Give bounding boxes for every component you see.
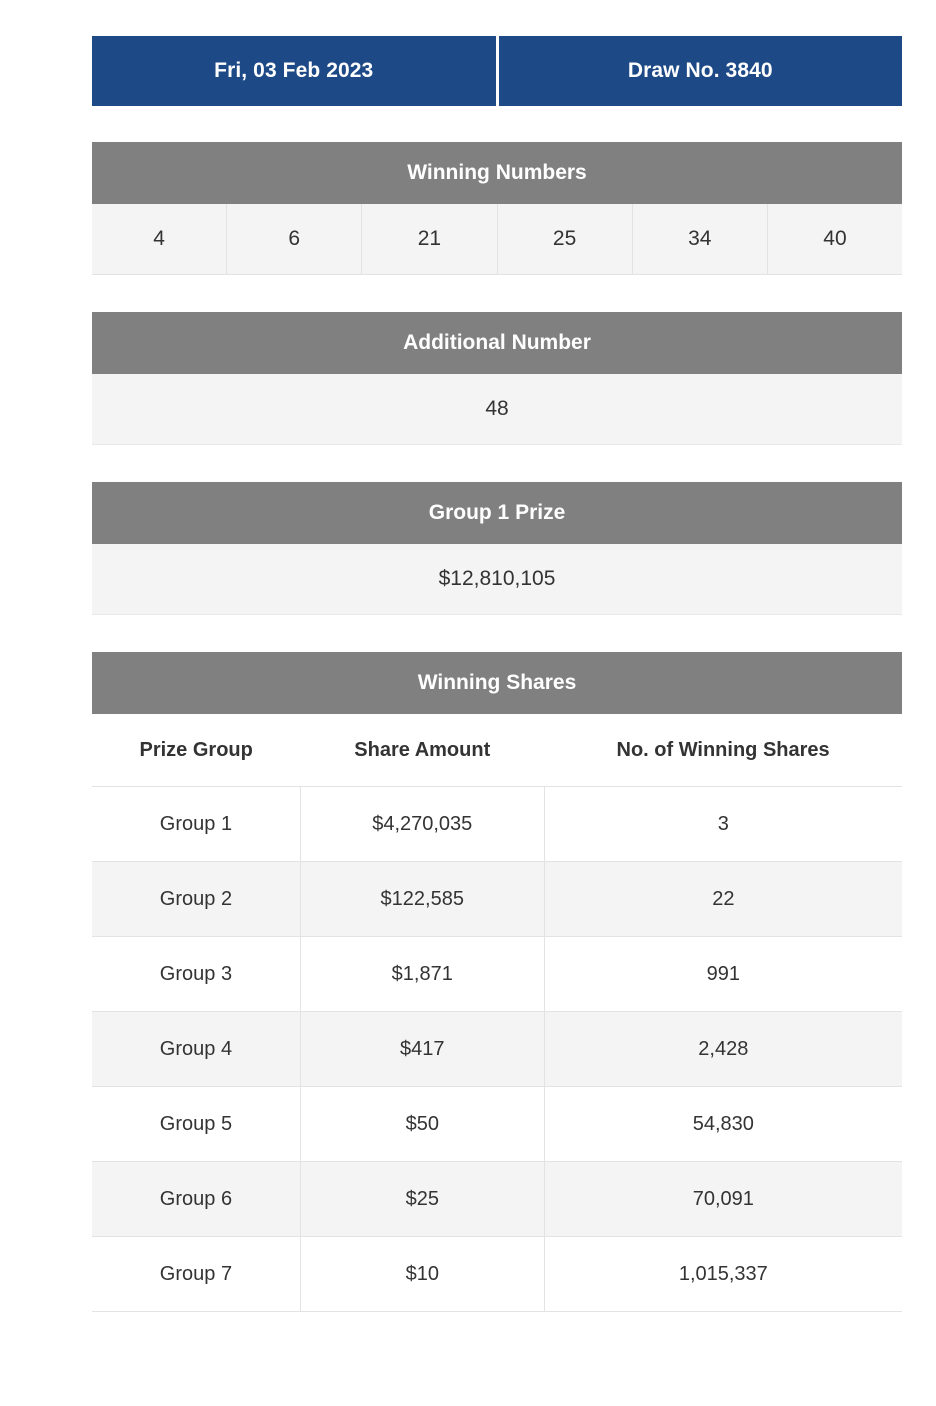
cell-prize-group: Group 3 <box>92 937 300 1012</box>
column-header-no-of-winning-shares: No. of Winning Shares <box>544 714 902 787</box>
column-header-prize-group: Prize Group <box>92 714 300 787</box>
table-row <box>92 862 902 937</box>
winning-number: 34 <box>633 204 768 274</box>
cell-prize-group: Group 5 <box>92 1087 300 1162</box>
winning-number: 25 <box>498 204 633 274</box>
draw-date: Fri, 03 Feb 2023 <box>92 36 499 106</box>
winning-shares-table <box>92 714 902 1312</box>
winning-number: 21 <box>362 204 497 274</box>
results-container <box>92 36 902 1312</box>
winning-number: 40 <box>823 227 847 250</box>
cell-no-of-shares: 1,015,337 <box>544 1237 902 1312</box>
table-row <box>92 937 902 1012</box>
draw-number: Draw No. 3840 <box>627 59 773 82</box>
spacer <box>92 615 902 652</box>
winning-number: 4 <box>92 204 227 274</box>
column-header-share-amount: Share Amount <box>300 714 544 787</box>
winning-numbers-title: Winning Numbers <box>92 142 902 204</box>
table-row <box>92 1162 902 1237</box>
cell-share-amount: $1,871 <box>300 937 544 1012</box>
table-row <box>92 787 902 862</box>
additional-number-title: Additional Number <box>92 312 902 374</box>
group-1-prize-value: $12,810,105 <box>92 544 902 615</box>
table-row <box>92 1237 902 1312</box>
cell-prize-group: Group 6 <box>92 1162 300 1237</box>
cell-share-amount: $25 <box>300 1162 544 1237</box>
cell-share-amount: $4,270,035 <box>300 787 544 862</box>
cell-no-of-shares: 991 <box>544 937 902 1012</box>
cell-prize-group: Group 1 <box>92 787 300 862</box>
group-1-prize-title: Group 1 Prize <box>92 482 902 544</box>
winning-shares-title: Winning Shares <box>92 652 902 714</box>
draw-header <box>92 36 902 106</box>
additional-number-value: 48 <box>92 374 902 445</box>
cell-prize-group: Group 2 <box>92 862 300 937</box>
table-header-row <box>92 714 902 787</box>
cell-prize-group: Group 4 <box>92 1012 300 1087</box>
winning-number: 6 <box>227 204 362 274</box>
spacer <box>92 106 902 142</box>
spacer <box>92 445 902 482</box>
cell-share-amount: $122,585 <box>300 862 544 937</box>
cell-no-of-shares: 2,428 <box>544 1012 902 1087</box>
cell-share-amount: $10 <box>300 1237 544 1312</box>
cell-prize-group: Group 7 <box>92 1237 300 1312</box>
cell-no-of-shares: 70,091 <box>544 1162 902 1237</box>
table-row <box>92 1012 902 1087</box>
cell-share-amount: $417 <box>300 1012 544 1087</box>
table-row <box>92 1087 902 1162</box>
cell-share-amount: $50 <box>300 1087 544 1162</box>
cell-no-of-shares: 54,830 <box>544 1087 902 1162</box>
spacer <box>92 275 902 312</box>
winning-numbers-row <box>92 204 902 275</box>
cell-no-of-shares: 3 <box>544 787 902 862</box>
cell-no-of-shares: 22 <box>544 862 902 937</box>
